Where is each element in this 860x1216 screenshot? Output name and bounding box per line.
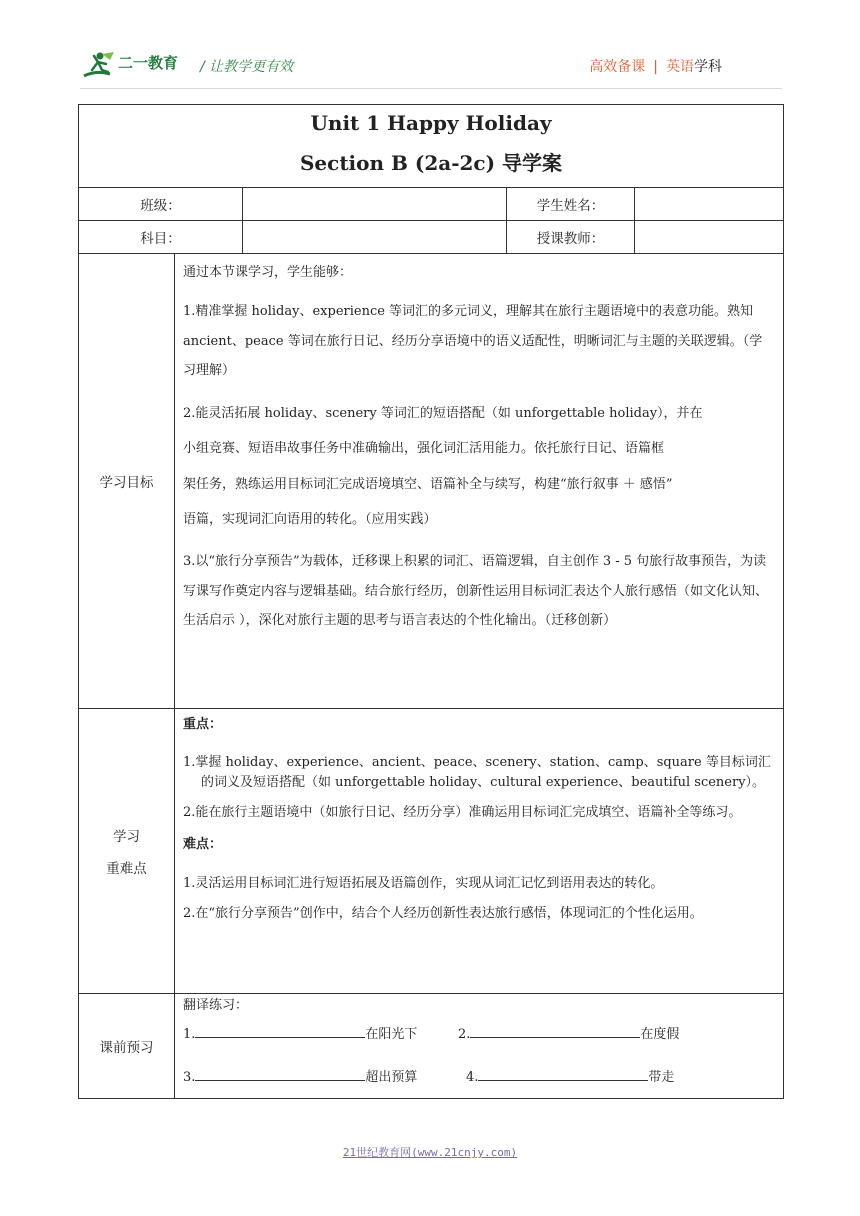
header-separator: | <box>653 59 658 75</box>
footer-link[interactable]: 21世纪教育网(www.21cnjy.com) <box>342 1146 518 1159</box>
preview-label: 课前预习 <box>79 994 175 1099</box>
header-divider <box>80 88 782 89</box>
unit-title: Unit 1 Happy Holiday <box>310 111 552 135</box>
student-name-field[interactable] <box>635 188 784 221</box>
translation-item-1: 1. 在阳光下 <box>183 1023 458 1046</box>
translation-item-3: 3. 超出预算 <box>183 1066 466 1089</box>
translation-item-4: 4. 带走 <box>466 1066 674 1089</box>
title-cell <box>79 105 784 188</box>
objective-2-line-4: 语篇，实现词汇向语用的转化。（应用实践） <box>183 511 437 527</box>
student-name-label: 学生姓名： <box>507 188 635 221</box>
page-footer <box>0 1144 860 1160</box>
objective-2-line-1: 2.能灵活拓展 holiday、scenery 等词汇的短语搭配（如 unforgettable holiday），并在 <box>183 406 703 422</box>
objective-2-line-2: 小组竞赛、短语串故事任务中准确输出，强化词汇活用能力。依托旅行日记、语篇框 <box>183 441 665 457</box>
key-points-title: 重点： <box>183 717 223 732</box>
preview-content <box>175 994 784 1099</box>
objectives-content <box>175 254 784 709</box>
subject-field[interactable] <box>243 221 507 254</box>
answer-blank-1[interactable] <box>195 1023 365 1038</box>
slogan: / 让教学更有效 <box>200 59 294 75</box>
keypoints-label-line-1: 学习 <box>113 829 140 845</box>
header-tag: 高效备课 <box>589 59 646 75</box>
answer-blank-3[interactable] <box>195 1066 365 1081</box>
objectives-intro: 通过本节课学习，学生能够： <box>183 265 353 280</box>
teacher-label: 授课教师： <box>507 221 635 254</box>
header-subject <box>589 56 722 76</box>
difficult-point-1: 1.灵活运用目标词汇进行短语拓展及语篇创作，实现从词汇记忆到语用表达的转化。 <box>183 875 664 891</box>
logo-text: 二一教育 <box>118 54 179 72</box>
keypoints-label-line-2: 重难点 <box>106 861 147 877</box>
keypoints-label <box>79 709 175 994</box>
study-guide-table <box>78 104 784 1099</box>
objective-1: 1.精准掌握 holiday、experience 等词汇的多元词义，理解其在旅行主题语境中的表意功能。熟知 ancient、peace 等词在旅行日记、经历分享语境中的语义适配性，明晰词汇与主题的关联逻辑。（学习理解） <box>183 303 763 379</box>
key-point-2: 2.能在旅行主题语境中（如旅行日记、经历分享）准确运用目标词汇完成填空、语篇补全等练习。 <box>183 805 742 821</box>
answer-blank-4[interactable] <box>478 1066 648 1081</box>
header-subject-name: 英语 <box>666 59 694 75</box>
section-title: Section B (2a-2c) 导学案 <box>299 151 563 175</box>
teacher-field[interactable] <box>635 221 784 254</box>
header-subject-suffix: 学科 <box>694 59 722 75</box>
objective-2-line-3: 架任务，熟练运用目标词汇完成语境填空、语篇补全与续写，构建“旅行叙事 ＋ 感悟” <box>183 476 673 492</box>
translation-item-2: 2. 在度假 <box>458 1023 679 1046</box>
key-point-1: 1.掌握 holiday、experience、ancient、peace、scenery、station、camp、square 等目标词汇的词义及短语搭配（如 unforgettable holiday、cultural experience、beautiful scenery）。 <box>183 755 771 791</box>
objectives-label: 学习目标 <box>79 254 175 709</box>
keypoints-content <box>175 709 784 994</box>
class-label: 班级： <box>79 188 243 221</box>
subject-label: 科目： <box>79 221 243 254</box>
page-header <box>80 44 780 84</box>
objective-3: 3.以“旅行分享预告”为载体，迁移课上积累的词汇、语篇逻辑，自主创作 3 - 5 句旅行故事预告，为读写课写作奠定内容与逻辑基础。结合旅行经历，创新性运用目标词汇表达个人旅行感悟（如文化认知、生活启示 ），深化对旅行主题的思考与语言表达的个性化输出。（迁移创新） <box>183 553 769 629</box>
class-field[interactable] <box>243 188 507 221</box>
translation-title: 翻译练习： <box>183 998 249 1013</box>
difficult-point-2: 2.在“旅行分享预告”创作中，结合个人经历创新性表达旅行感悟，体现词汇的个性化运用。 <box>183 905 703 921</box>
answer-blank-2[interactable] <box>470 1023 640 1038</box>
difficult-points-title: 难点： <box>183 837 223 853</box>
